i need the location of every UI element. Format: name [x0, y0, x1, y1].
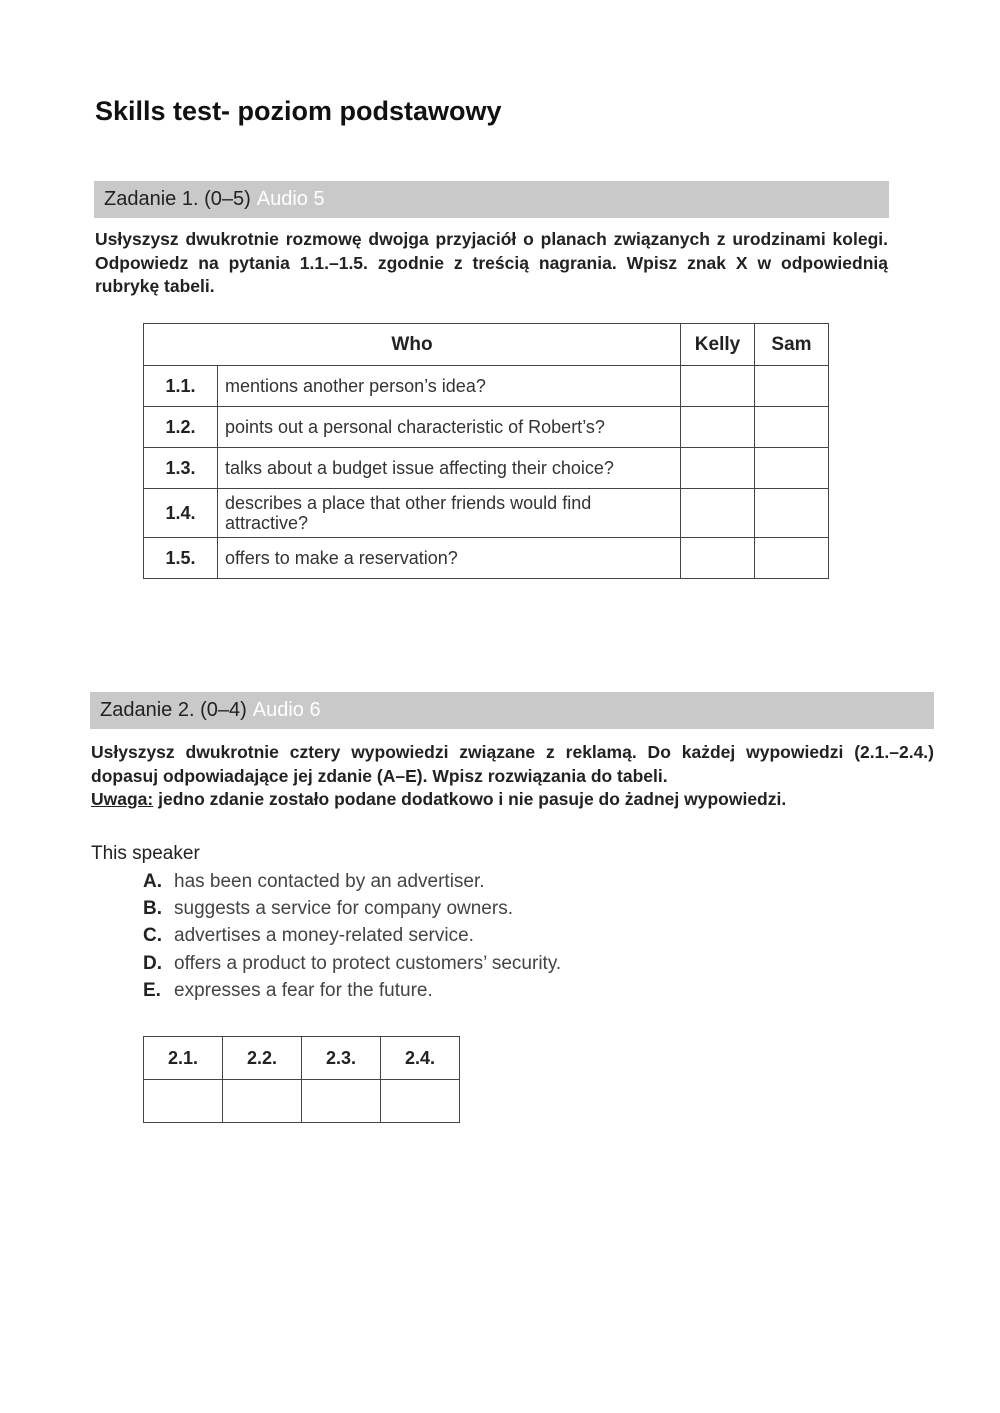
answer-cell[interactable] — [381, 1080, 460, 1123]
task2-header — [90, 692, 934, 729]
row-question: offers to make a reservation? — [218, 538, 681, 579]
task1-audio-label: Audio 5 — [256, 188, 325, 210]
list-item — [143, 898, 561, 925]
option-text: suggests a service for company owners. — [174, 898, 513, 920]
row-number: 1.5. — [144, 538, 218, 579]
answer-cell[interactable] — [144, 1080, 223, 1123]
answer-cell[interactable] — [223, 1080, 302, 1123]
task1-table — [143, 323, 829, 579]
task2-instruction-text: Usłyszysz dwukrotnie cztery wypowiedzi związane z reklamą. Do każdej wypowiedzi (2.1.–2.4.) dopasuj odpowiadające jej zdanie (A–E). Wpisz rozwiązania do tabeli. — [91, 742, 934, 786]
answer-cell-sam[interactable] — [755, 366, 829, 407]
table-row — [144, 448, 829, 489]
answer-header: 2.3. — [302, 1037, 381, 1080]
task2-note — [91, 788, 934, 812]
option-text: has been contacted by an advertiser. — [174, 871, 485, 892]
row-number: 1.1. — [144, 366, 218, 407]
list-item — [143, 980, 561, 1007]
row-question: points out a personal characteristic of Robert’s? — [218, 407, 681, 448]
speaker-label: This speaker — [91, 843, 200, 864]
task2-answer-header-row — [144, 1037, 460, 1080]
table-row — [144, 489, 829, 538]
option-letter: D. — [143, 952, 162, 974]
row-question: describes a place that other friends would find attractive? — [218, 489, 681, 538]
answer-cell-sam[interactable] — [755, 407, 829, 448]
answer-cell-kelly[interactable] — [681, 538, 755, 579]
answer-cell-kelly[interactable] — [681, 407, 755, 448]
options-list — [143, 871, 561, 1007]
task2-note-label: Uwaga: — [91, 789, 154, 809]
answer-cell-kelly[interactable] — [681, 489, 755, 538]
table-row — [144, 538, 829, 579]
answer-cell-kelly[interactable] — [681, 366, 755, 407]
task2-note-text: jedno zdanie zostało podane dodatkowo i nie pasuje do żadnej wypowiedzi. — [153, 789, 787, 809]
row-number: 1.2. — [144, 407, 218, 448]
answer-header: 2.4. — [381, 1037, 460, 1080]
option-letter: A. — [143, 871, 162, 892]
answer-cell-sam[interactable] — [755, 489, 829, 538]
col-who: Who — [144, 324, 681, 366]
answer-cell[interactable] — [302, 1080, 381, 1123]
option-letter: B. — [143, 898, 162, 920]
task1-instruction — [95, 228, 888, 299]
answer-header: 2.1. — [144, 1037, 223, 1080]
option-text: expresses a fear for the future. — [174, 979, 433, 1001]
option-letter: C. — [143, 925, 162, 947]
list-item — [143, 925, 561, 952]
col-kelly: Kelly — [681, 324, 755, 366]
task1-header-label: Zadanie 1. (0–5) — [104, 188, 251, 210]
task2-answer-row — [144, 1080, 460, 1123]
task1-table-header-row — [144, 324, 829, 366]
answer-cell-sam[interactable] — [755, 448, 829, 489]
col-sam: Sam — [755, 324, 829, 366]
table-row — [144, 407, 829, 448]
page-title: Skills test- poziom podstawowy — [95, 96, 502, 126]
task2-header-label: Zadanie 2. (0–4) — [100, 699, 247, 721]
answer-header: 2.2. — [223, 1037, 302, 1080]
task2-answer-table — [143, 1036, 460, 1123]
task1-instruction-text: Usłyszysz dwukrotnie rozmowę dwojga przyjaciół o planach związanych z urodzinami kolegi. Odpowiedz na pytania 1.1.–1.5. zgodnie z treścią nagrania. Wpisz znak X w odpowiednią rubrykę tabeli. — [95, 229, 888, 296]
row-number: 1.4. — [144, 489, 218, 538]
row-question: mentions another person’s idea? — [218, 366, 681, 407]
task2-audio-label: Audio 6 — [252, 699, 321, 721]
table-row — [144, 366, 829, 407]
option-text: advertises a money-related service. — [174, 925, 474, 947]
list-item — [143, 953, 561, 980]
row-number: 1.3. — [144, 448, 218, 489]
answer-cell-kelly[interactable] — [681, 448, 755, 489]
task2-instruction — [91, 741, 934, 812]
list-item — [143, 871, 561, 898]
answer-cell-sam[interactable] — [755, 538, 829, 579]
option-text: offers a product to protect customers’ security. — [174, 952, 562, 974]
task1-header — [94, 181, 889, 218]
option-letter: E. — [143, 979, 161, 1001]
row-question: talks about a budget issue affecting their choice? — [218, 448, 681, 489]
